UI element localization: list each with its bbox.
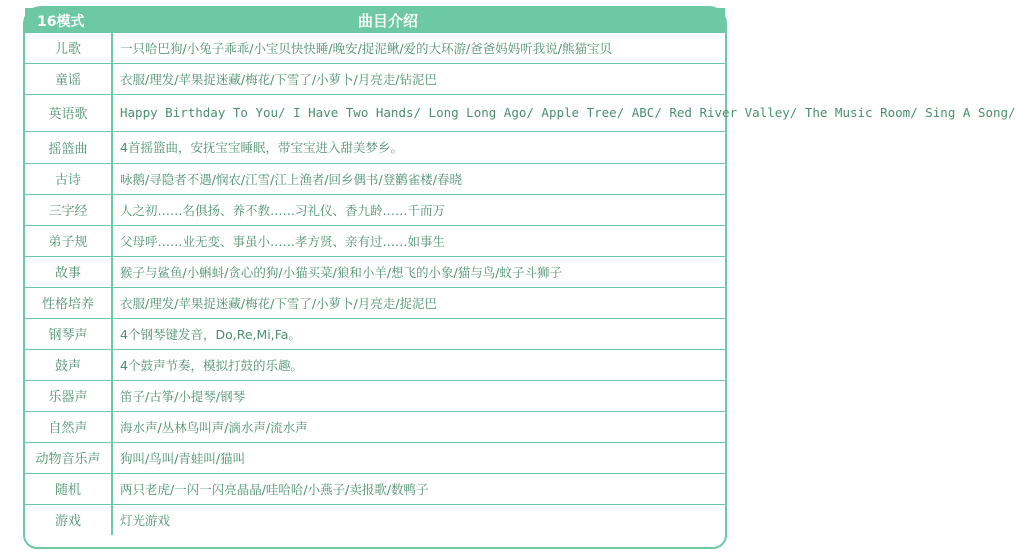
table-title: 曲目介绍: [357, 12, 418, 30]
category-cell: 童谣: [25, 63, 112, 94]
category-cell: 英语歌: [25, 94, 112, 131]
table-row: [25, 473, 725, 504]
content-cell: 猴子与鲨鱼/小蝌蚪/贪心的狗/小猫买菜/狼和小羊/想飞的小象/猫与鸟/蚊子斗狮子: [112, 256, 725, 287]
category-cell: 弟子规: [25, 225, 112, 256]
table-row: [25, 33, 725, 63]
content-cell: 人之初……名俱扬、养不教……习礼仪、香九龄……千而万: [112, 194, 725, 225]
category-cell: 随机: [25, 473, 112, 504]
category-cell: 儿歌: [25, 33, 112, 63]
category-cell: 动物音乐声: [25, 442, 112, 473]
table-row: [25, 256, 725, 287]
table-row: [25, 318, 725, 349]
table-row: [25, 442, 725, 473]
table-row: [25, 131, 725, 163]
table-row: [25, 380, 725, 411]
category-cell: 钢琴声: [25, 318, 112, 349]
content-cell: 4首摇篮曲，安抚宝宝睡眠，带宝宝进入甜美梦乡。: [112, 131, 725, 163]
category-cell: 性格培养: [25, 287, 112, 318]
category-cell: 三字经: [25, 194, 112, 225]
category-cell: 自然声: [25, 411, 112, 442]
content-cell: 衣服/理发/苹果捉迷藏/梅花/下雪了/小萝卜/月亮走/钻泥巴: [112, 63, 725, 94]
table-row: [25, 194, 725, 225]
table-row: [25, 63, 725, 94]
content-cell: 海水声/丛林鸟叫声/滴水声/流水声: [112, 411, 725, 442]
table-header: [25, 8, 725, 33]
content-cell: 两只老虎/一闪一闪亮晶晶/哇哈哈/小燕子/卖报歌/数鸭子: [112, 473, 725, 504]
content-cell: 4个鼓声节奏，模拟打鼓的乐趣。: [112, 349, 725, 380]
content-cell: 衣服/理发/苹果捉迷藏/梅花/下雪了/小萝卜/月亮走/捉泥巴: [112, 287, 725, 318]
content-cell: Happy Birthday To You/ I Have Two Hands/ Long Long Ago/ Apple Tree/ ABC/ Red River Valley/ The Music Room/ Sing A Song/: [112, 94, 725, 131]
content-cell: 一只哈巴狗/小兔子乖乖/小宝贝快快睡/晚安/捉泥鳅/爱的大环游/爸爸妈妈听我说/熊猫宝贝: [112, 33, 725, 63]
table-row: [25, 411, 725, 442]
content-cell: 灯光游戏: [120, 512, 171, 528]
category-cell: 游戏: [25, 504, 112, 535]
category-cell: 摇篮曲: [25, 131, 112, 163]
table-row: [25, 504, 725, 535]
content-cell: 4个钢琴键发音，Do,Re,Mi,Fa。: [112, 318, 725, 349]
content-cell: 狗叫/鸟叫/青蛙叫/猫叫: [112, 442, 725, 473]
content-cell: 咏鹅/寻隐者不遇/悯农/江雪/江上渔者/回乡偶书/登鹳雀楼/春晓: [112, 163, 725, 194]
content-cell: 笛子/古筝/小提琴/钢琴: [112, 380, 725, 411]
song-table: [25, 33, 1016, 535]
category-cell: 鼓声: [25, 349, 112, 380]
table-row: [25, 163, 725, 194]
table-row: [25, 287, 725, 318]
category-cell: 乐器声: [25, 380, 112, 411]
table-row: [25, 94, 725, 131]
mode-count-label: 16模式: [37, 13, 85, 30]
table-row: [25, 225, 725, 256]
category-cell: 故事: [25, 256, 112, 287]
song-table-panel: [23, 6, 1016, 549]
table-row: [25, 349, 725, 380]
category-cell: 古诗: [25, 163, 112, 194]
content-cell: 父母呼……业无变、事虽小……孝方贤、亲有过……如事生: [112, 225, 725, 256]
